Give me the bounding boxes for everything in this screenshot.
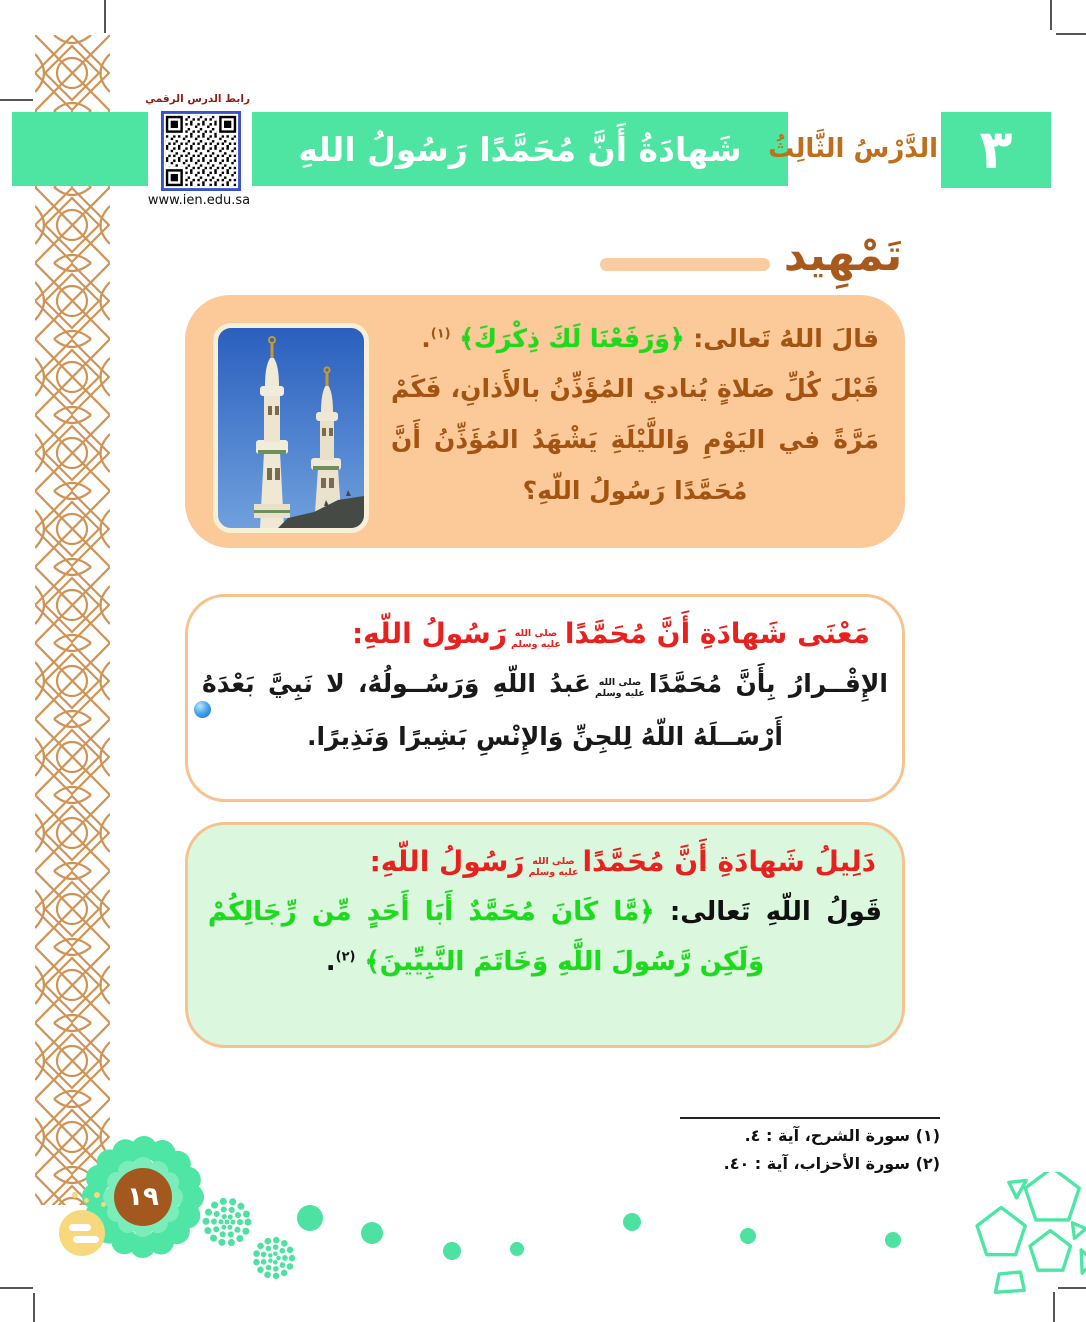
evidence-ayah: ﴿مَّا كَانَ مُحَمَّدٌ أَبَا أَحَدٍ مِّن رِّجَالِكُمْ وَلَكِن رَّسُولَ اللَّهِ وَخَاتَمَ النَّبِيِّينَ﴾ — [208, 896, 765, 978]
quote-period: . — [421, 324, 431, 353]
saw-bottom: عليه وسلم — [528, 867, 579, 878]
tamheed-heading: تَمْهِيد — [783, 230, 903, 281]
page-number-badge — [114, 1168, 172, 1226]
evidence-footnote-ref: (٢) — [335, 949, 356, 965]
bullet-dot-icon — [194, 701, 211, 718]
rosette-ornament — [200, 1195, 254, 1249]
speck-ornament — [84, 1198, 89, 1203]
crop-mark-bottom-right-v — [1053, 1292, 1055, 1322]
arabesque-side-pattern — [35, 35, 110, 1205]
meaning-heading-start: مَعْنَى شَهادَةِ أَنَّ مُحَمَّدًا — [564, 617, 870, 650]
dot-ornament — [740, 1228, 756, 1244]
pentagon-corner-pattern — [951, 1172, 1086, 1294]
evidence-period: . — [325, 947, 336, 978]
speck-ornament — [72, 1192, 78, 1198]
crop-mark-top-left-v — [104, 0, 106, 33]
footnote-divider — [680, 1117, 940, 1119]
saw-ligature — [595, 678, 645, 699]
evidence-box — [185, 822, 905, 1048]
header-green-bar-left — [12, 112, 152, 186]
evidence-heading-end: رَسُولُ اللّهِ: — [369, 845, 525, 878]
footnote-1: (١) سورة الشرح، آية : ٤. — [744, 1126, 940, 1145]
meaning-body — [188, 657, 902, 765]
saw-bottom: عليه وسلم — [595, 687, 645, 699]
lesson-title-bar — [252, 112, 788, 186]
dot-ornament — [443, 1242, 461, 1260]
evidence-body — [188, 887, 902, 988]
dot-ornament — [885, 1232, 901, 1248]
saw-ligature — [511, 629, 561, 650]
tamheed-rule — [600, 258, 770, 271]
crop-mark-bottom-left-h — [0, 1287, 33, 1289]
crop-mark-top-left-h — [0, 99, 33, 101]
lesson-label: الدَّرْسُ الثَّالِثُ — [768, 134, 938, 164]
speck-ornament — [101, 1202, 106, 1207]
meaning-body-start: الإِقْــرارُ بِأَنَّ مُحَمَّدًا — [648, 668, 888, 698]
quote-footnote-ref: (١) — [430, 326, 451, 342]
crop-mark-top-right-h — [1056, 33, 1086, 35]
meaning-heading-end: رَسُولُ اللّهِ: — [351, 617, 507, 650]
saw-top: صلى الله — [514, 628, 558, 640]
minarets-photo — [213, 323, 369, 533]
evidence-intro: قَولُ اللّهِ تَعالى: — [669, 896, 882, 927]
page-number: ١٩ — [127, 1182, 159, 1212]
dot-ornament — [361, 1222, 383, 1244]
meaning-box — [185, 594, 905, 802]
saw-ligature — [529, 857, 579, 878]
dot-ornament — [510, 1242, 524, 1256]
quote-ayah: ﴿وَرَفَعْنَا لَكَ ذِكْرَكَ﴾ — [459, 324, 685, 353]
saw-top: صلى الله — [598, 677, 642, 688]
qr-code-icon — [161, 111, 241, 191]
crop-mark-bottom-left-v — [33, 1293, 35, 1322]
saw-top: صلى الله — [532, 856, 575, 868]
footnote-2: (٢) سورة الأحزاب، آية : ٤٠. — [723, 1154, 940, 1173]
speck-ornament — [94, 1192, 100, 1198]
crop-mark-top-right-v — [1050, 0, 1052, 30]
evidence-heading-start: دَلِيلُ شَهادَةِ أَنَّ مُحَمَّدًا — [582, 845, 876, 878]
qr-caption: www.ien.edu.sa — [147, 193, 251, 208]
qr-label: رابط الدرس الرقمي — [145, 93, 250, 105]
saw-bottom: عليه وسلم — [510, 639, 561, 650]
intro-question: قَبْلَ كُلِّ صَلاةٍ يُنادي المُؤَذِّنُ بالأَذانِ، فَكَمْ مَرَّةً في اليَوْمِ وَاللَّيْلَةِ يَشْهَدُ المُؤَذِّنُ أَنَّ مُحَمَّدًا رَسُولُ اللّهِ؟ — [391, 373, 879, 505]
lesson-title: شَهادَةُ أَنَّ مُحَمَّدًا رَسُولُ اللهِ — [298, 129, 742, 169]
lesson-number-box — [941, 112, 1051, 188]
rosette-ornament — [250, 1234, 298, 1282]
dot-ornament — [623, 1213, 641, 1231]
intro-box — [185, 295, 905, 548]
meaning-heading — [188, 597, 902, 651]
meaning-body-end: عَبدُ اللّهِ وَرَسُــولُهُ، لا نَبِيَّ بَعْدَهُ أَرْسَــلَهُ اللّهُ لِلجِنِّ وَالإِنْسِ بَشِيرًا وَنَذِيرًا. — [202, 668, 783, 752]
evidence-heading — [188, 825, 902, 879]
lesson-number: ٣ — [979, 118, 1013, 181]
quote-intro: قالَ اللهُ تَعالى: — [693, 324, 879, 353]
dot-ornament — [297, 1205, 323, 1231]
ien-logo-icon — [59, 1210, 105, 1256]
